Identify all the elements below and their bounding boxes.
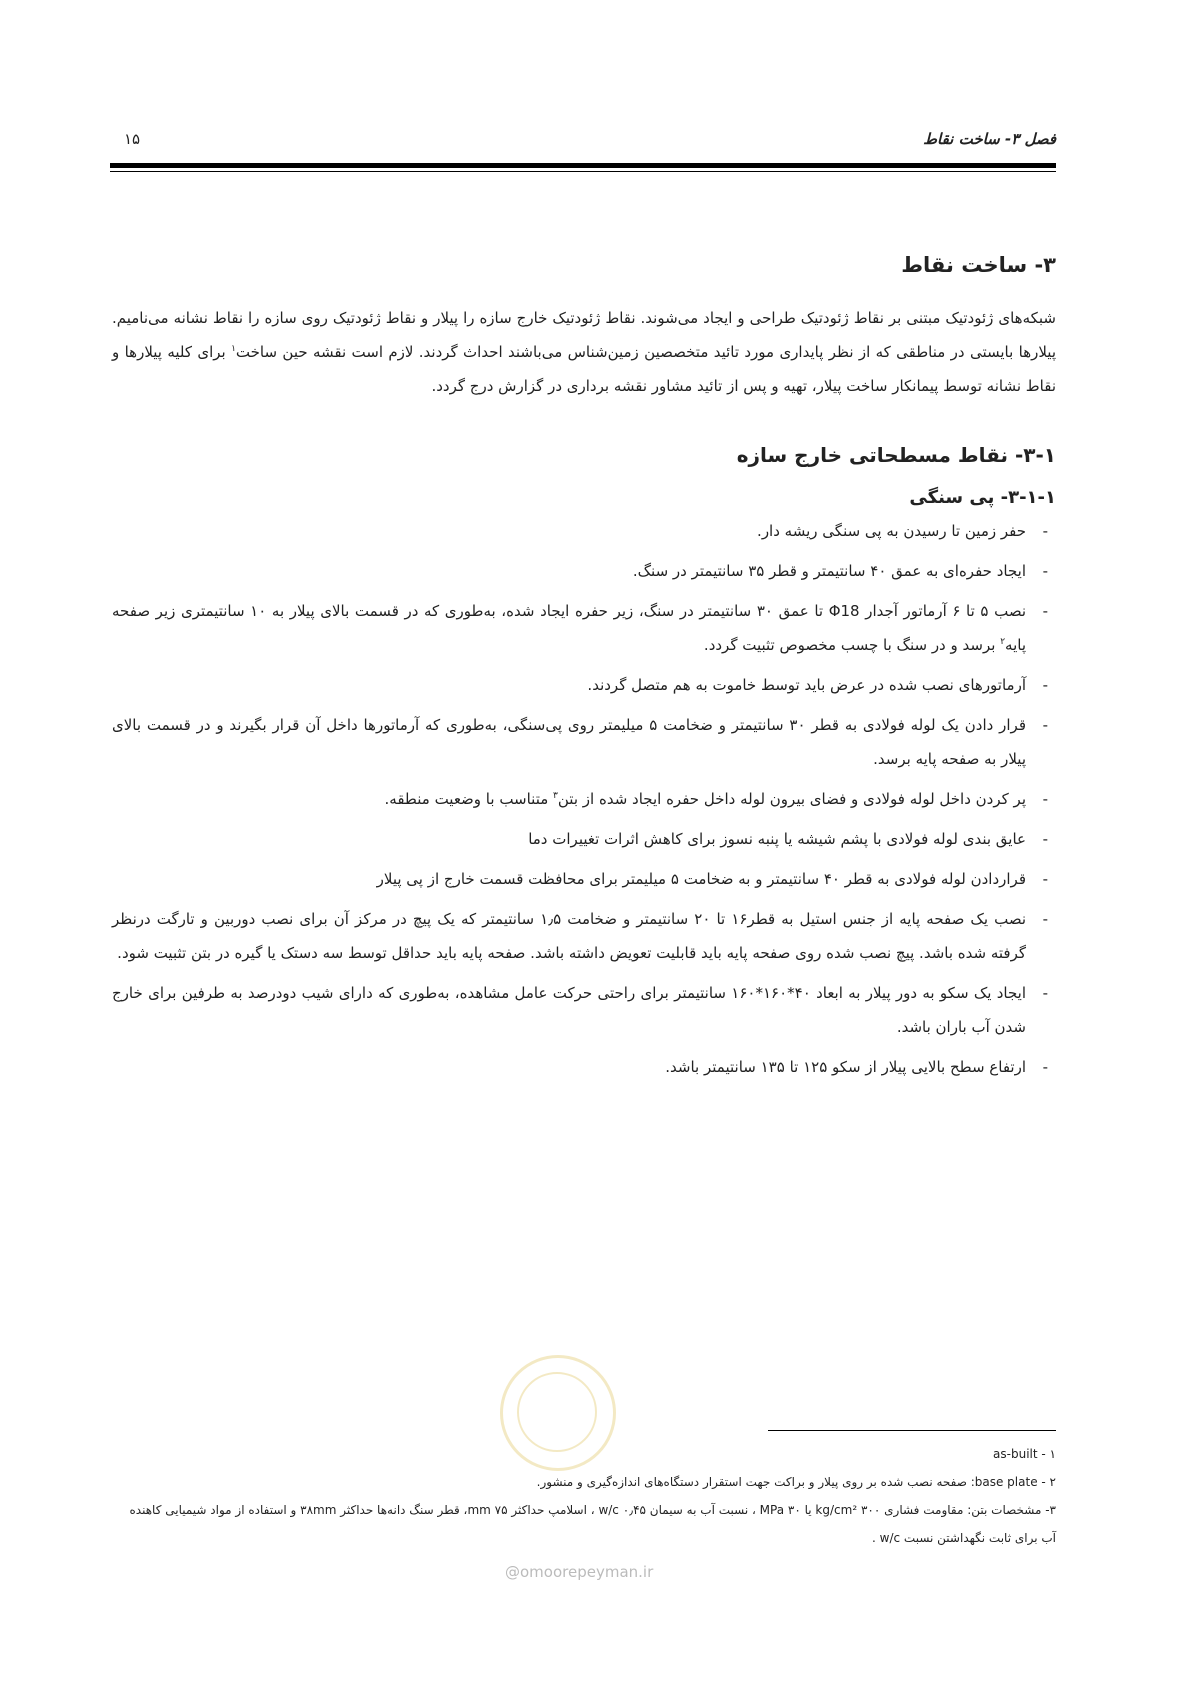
chapter-title: فصل ۳- ساخت نقاط [923, 130, 1056, 148]
footnote-rule [768, 1430, 1056, 1431]
list-item-text: نصب یک صفحه پایه از جنس استیل به قطر۱۶ تا ۲۰ سانتیمتر و ضخامت ۱٫۵ سانتیمتر که یک پیچ در مرکز آن برای نصب دوربین و تارگت درنظر گرفته شده باشد. پیچ نصب شده روی صفحه پایه باید قابلیت تعویض داشته باشد. صفحه پایه باید حداقل توسط سه دستک یا گیره در بتن تثبیت شود. [112, 910, 1027, 962]
footnote-3: ۳- مشخصات بتن: مقاومت فشاری ۳۰۰ kg/cm² یا ۳۰ MPa ، نسبت آب به سیمان w/c ۰٫۴۵ ، اسلامپ حداکثر ۷۵ mm، قطر سنگ دانه‌ها حداکثر ۳۸mm و استفاده از مواد شیمیایی کاهنده آب برای ثابت نگهداشتن نسبت w/c . [129, 1503, 1056, 1545]
list-item [112, 594, 1056, 662]
intro-text-tail: برای کلیه پیلارها و نقاط نشانه توسط پیمانکار ساخت پیلار، تهیه و پس از تائید مشاور نقشه برداری در گزارش درج گردد. [112, 343, 1056, 395]
list-item [112, 862, 1056, 896]
list-item-text: قرار دادن یک لوله فولادی به قطر ۳۰ سانتیمتر و ضخامت ۵ میلیمتر روی پی‌سنگی، به‌طوری که آرماتورها داخل آن قرار بگیرند و در قسمت بالای پیلار به صفحه پایه برسد. [112, 716, 1027, 768]
header-rule-thin [110, 171, 1056, 172]
section-intro [112, 301, 1056, 403]
list-dash: - [1042, 676, 1048, 694]
list-dash: - [1042, 870, 1048, 888]
list-dash: - [1042, 830, 1048, 848]
header-rule-thick [110, 163, 1056, 168]
list-item-text: نصب ۵ تا ۶ آرماتور آجدار Φ18 تا عمق ۳۰ سانتیمتر در سنگ، زیر حفره ایجاد شده، به‌طوری که در قسمت بالای پیلار به ۱۰ سانتیمتری زیر صفحه پایه [112, 602, 1027, 654]
list-dash: - [1042, 790, 1048, 808]
list-item [112, 554, 1056, 588]
list-dash: - [1042, 562, 1048, 580]
footnote-2: ۲ - base plate: صفحه نصب شده بر روی پیلار و براکت جهت استقرار دستگاه‌های اندازه‌گیری و منشور. [536, 1475, 1056, 1489]
list-dash: - [1042, 716, 1048, 734]
list-item-text: پر کردن داخل لوله فولادی و فضای بیرون لوله داخل حفره ایجاد شده از بتن [557, 790, 1026, 808]
watermark-url: @omoorepeyman.ir [505, 1563, 654, 1581]
list-dash: - [1042, 1058, 1048, 1076]
list-dash: - [1042, 522, 1048, 540]
footnotes [112, 1440, 1056, 1552]
footnote-ref-3: ۳ [553, 791, 558, 801]
list-item [112, 1050, 1056, 1084]
list-item-text-tail: برسد و در سنگ با چسب مخصوص تثبیت گردد. [703, 636, 1001, 654]
list-item [112, 976, 1056, 1044]
list-item-text: قراردادن لوله فولادی به قطر ۴۰ سانتیمتر و به ضخامت ۵ میلیمتر برای محافظت قسمت خارج از پی پیلار [376, 870, 1026, 888]
list-item-text-tail: متناسب با وضعیت منطقه. [384, 790, 554, 808]
list-dash: - [1042, 602, 1048, 620]
list-item [112, 822, 1056, 856]
list-item-text: ارتفاع سطح بالایی پیلار از سکو ۱۲۵ تا ۱۳۵ سانتیمتر باشد. [665, 1058, 1026, 1076]
list-item-text: عایق بندی لوله فولادی با پشم شیشه یا پنبه نسوز برای کاهش اثرات تغییرات دما [528, 830, 1026, 848]
list-item [112, 708, 1056, 776]
list-dash: - [1042, 910, 1048, 928]
page-header [110, 130, 1056, 154]
list-dash: - [1042, 984, 1048, 1002]
list-item [112, 668, 1056, 702]
section-heading: ۳- ساخت نقاط [901, 253, 1056, 277]
list-item [112, 902, 1056, 970]
footnote-ref-2: ۲ [1000, 637, 1006, 647]
procedure-list [112, 514, 1056, 1084]
intro-text: شبکه‌های ژئودتیک مبتنی بر نقاط ژئودتیک طراحی و ایجاد می‌شوند. نقاط ژئودتیک خارج سازه را پیلار و نقاط ژئودتیک روی سازه را نقاط نشانه می‌نامیم. پیلارها بایستی در مناطقی که از نظر پایداری مورد تائید متخصصین زمین‌شناس می‌باشند احداث گردند. لازم است نقشه حین ساخت [112, 309, 1057, 361]
list-item-text: حفر زمین تا رسیدن به پی سنگی ریشه دار. [757, 522, 1026, 540]
subsubsection-heading: ۳-۱-۱- پی سنگی [909, 487, 1056, 508]
list-item [112, 514, 1056, 548]
subsection-heading: ۳-۱- نقاط مسطحاتی خارج سازه [736, 443, 1056, 467]
footnote-ref-1: ۱ [231, 344, 236, 354]
page-number: ۱۵ [124, 130, 141, 148]
list-item-text: ایجاد حفره‌ای به عمق ۴۰ سانتیمتر و قطر ۳۵ سانتیمتر در سنگ. [632, 562, 1026, 580]
main-content [112, 253, 1056, 1090]
footnote-1: ۱ - as-built [993, 1447, 1056, 1461]
list-item [112, 782, 1056, 816]
list-item-text: ایجاد یک سکو به دور پیلار به ابعاد ۴۰*۱۶۰*۱۶۰ سانتیمتر برای راحتی حرکت عامل مشاهده، به‌طوری که دارای شیب دودرصد به طرفین برای خارج شدن آب باران باشد. [112, 984, 1026, 1036]
list-item-text: آرماتورهای نصب شده در عرض باید توسط خاموت به هم متصل گردند. [587, 676, 1026, 694]
